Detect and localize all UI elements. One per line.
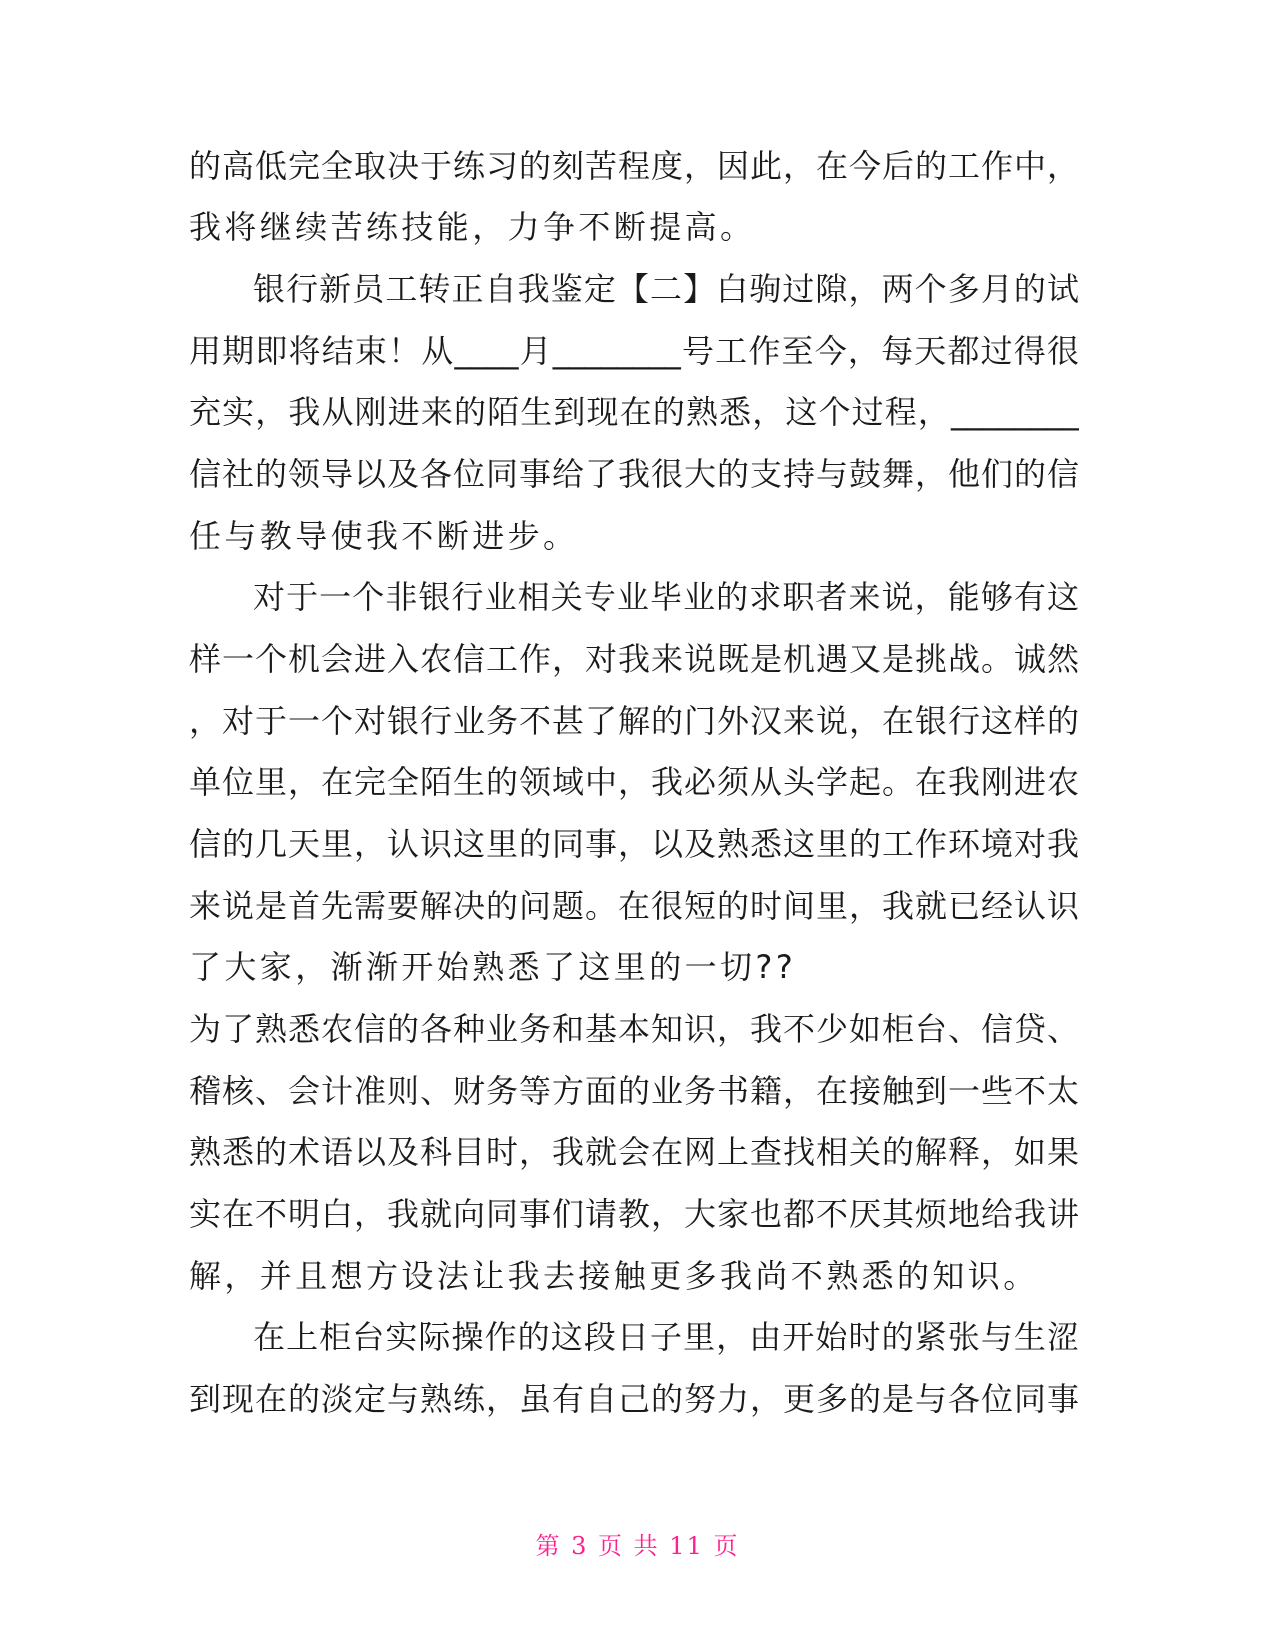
text-line: 来说是首先需要解决的问题。在很短的时间里，我就已经认识 xyxy=(189,887,1079,925)
text-line: 在上柜台实际操作的这段日子里，由开始时的紧张与生涩 xyxy=(253,1318,1079,1356)
text-line: 解，并且想方设法让我去接触更多我尚不熟悉的知识。 xyxy=(189,1257,1039,1295)
text-line: 信的几天里，认识这里的同事，以及熟悉这里的工作环境对我 xyxy=(189,825,1079,863)
text-line: 充实，我从刚进来的陌生到现在的熟悉，这个过程，________ xyxy=(189,393,1079,431)
text-line: 的高低完全取决于练习的刻苦程度，因此，在今后的工作中， xyxy=(189,147,1079,185)
text-line: 银行新员工转正自我鉴定【二】白驹过隙，两个多月的试 xyxy=(253,270,1079,308)
text-line: 我将继续苦练技能，力争不断提高。 xyxy=(189,208,756,246)
text-line: 稽核、会计准则、财务等方面的业务书籍，在接触到一些不太 xyxy=(189,1072,1079,1110)
text-line: 了大家，渐渐开始熟悉了这里的一切?? xyxy=(189,948,797,986)
text-line: ，对于一个对银行业务不甚了解的门外汉来说，在银行这样的 xyxy=(189,702,1079,740)
text-line: 样一个机会进入农信工作，对我来说既是机遇又是挑战。诚然 xyxy=(189,640,1079,678)
text-line: 用期即将结束！从____月________号工作至今，每天都过得很 xyxy=(189,332,1079,370)
text-line: 熟悉的术语以及科目时，我就会在网上查找相关的解释，如果 xyxy=(189,1133,1079,1171)
text-line: 为了熟悉农信的各种业务和基本知识，我不少如柜台、信贷、 xyxy=(189,1010,1079,1048)
text-line: 信社的领导以及各位同事给了我很大的支持与鼓舞，他们的信 xyxy=(189,455,1079,493)
page-number-footer: 第 3 页 共 11 页 xyxy=(535,1532,740,1560)
text-line: 到现在的淡定与熟练，虽有自己的努力，更多的是与各位同事 xyxy=(189,1380,1079,1418)
text-line: 实在不明白，我就向同事们请教，大家也都不厌其烦地给我讲 xyxy=(189,1195,1079,1233)
text-line: 单位里，在完全陌生的领域中，我必须从头学起。在我刚进农 xyxy=(189,763,1079,801)
text-line: 任与教导使我不断进步。 xyxy=(189,517,579,555)
text-line: 对于一个非银行业相关专业毕业的求职者来说，能够有这 xyxy=(253,578,1079,616)
